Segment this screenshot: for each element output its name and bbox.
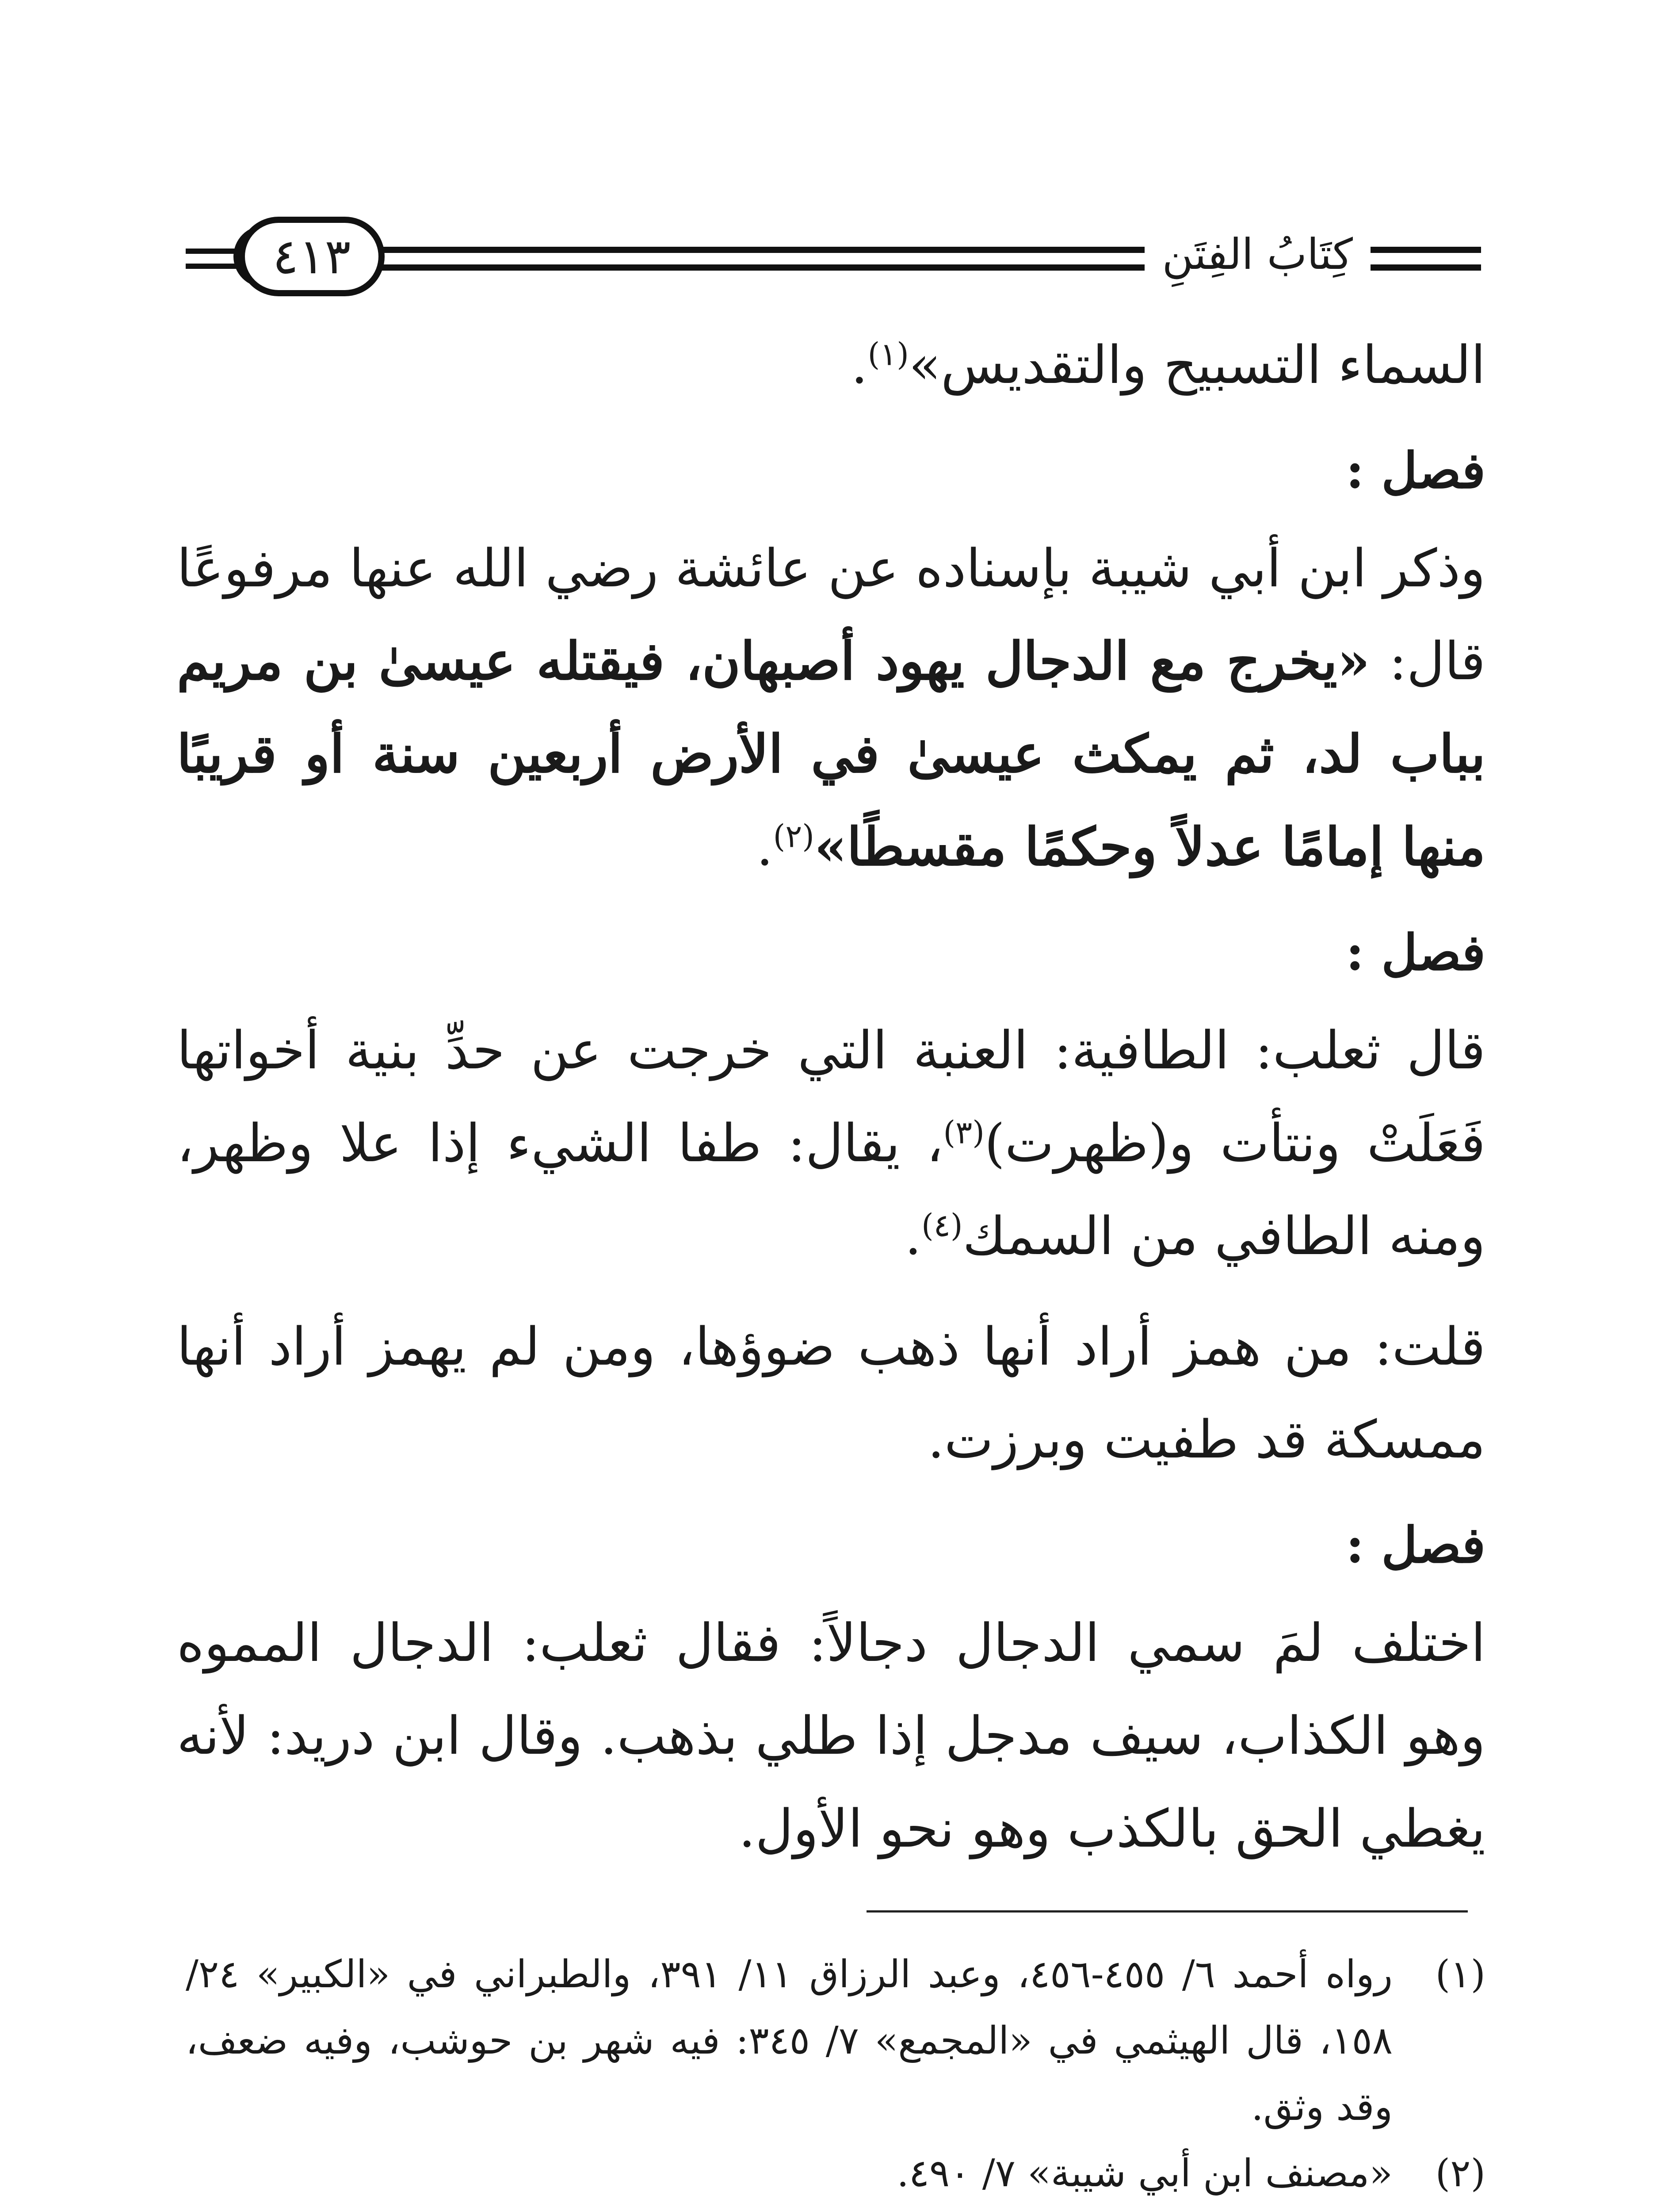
footnote-reference: (١) (867, 336, 909, 373)
paragraph-text: قال ثعلب: الطافية: العنبة التي خرجت عن حدِّ بنية أخواتها فَعَلَتْ ونتأت و(ظهرت) (177, 1020, 1486, 1174)
hadith-text: «يخرج مع الدجال يهود أصبهان، فيقتله عيسىٰ بن مريم بباب لد، ثم يمكث عيسىٰ في الأرض أربعين سنة أو قريبًا منها إمامًا عدلاً وحكمًا مقسطًا» (177, 630, 1485, 877)
section-heading: فصل : (1346, 1516, 1485, 1574)
footnote (186, 2207, 1485, 2211)
running-title: كِتَابُ الفِتَنِ (1145, 217, 1371, 292)
footnote-text (186, 2207, 1393, 2211)
footnote (186, 2140, 1485, 2207)
paragraph-text: السماء التسبيح والتقديس» (909, 334, 1485, 395)
paragraph: السماء التسبيح والتقديس»$^{(١)}$. (851, 334, 1485, 395)
paragraph: قال ثعلب: الطافية: العنبة التي خرجت عن حدِّ بنية أخواتها فَعَلَتْ ونتأت و(ظهرت)$^{(٣)}$، يقال: طفا الشيء إذا علا وظهر، ومنه الطافي من السمك$^{(٤)}$. (177, 1020, 1486, 1266)
section-heading: فصل : (1346, 442, 1485, 500)
footnote-number (1393, 2207, 1485, 2211)
paragraph-text: وذكر ابن أبي شيبة بإسناده عن عائشة رضي الله عنها مرفوعًا قال: (177, 538, 1485, 692)
footnote-number: (١) (1435, 1952, 1485, 1997)
page-number-text: ٤١٣ (272, 228, 351, 285)
paragraph: اختلف لمَ سمي الدجال دجالاً: فقال ثعلب: الدجال المموه وهو الكذاب، سيف مدجل إذا طلي بذهب. وقال ابن دريد: لأنه يغطي الحق بالكذب وهو نحو الأول. (177, 1612, 1485, 1859)
page-header (186, 208, 1481, 310)
footnote-number: (٢) (1435, 2151, 1485, 2196)
main-text (177, 318, 1485, 1875)
paragraph: وذكر ابن أبي شيبة بإسناده عن عائشة رضي الله عنها مرفوعًا قال: «يخرج مع الدجال يهود أصبهان، فيقتله عيسىٰ بن مريم بباب لد، ثم يمكث عيسىٰ في الأرض أربعين سنة أو قريبًا منها إمامًا عدلاً وحكمًا مقسطًا»$^{(٢)}$. (177, 538, 1485, 877)
footnote-text: رواه أحمد ٦/ ٤٥٥-٤٥٦، وعبد الرزاق ١١/ ٣٩١، والطبراني في «الكبير» ٢٤/ ١٥٨، قال الهيثمي في «المجمع» ٧/ ٣٤٥: فيه شهر بن حوشب، وفيه ضعف، وقد وثق. (186, 1952, 1393, 2129)
page-number (239, 217, 385, 296)
footnotes (186, 1941, 1485, 2211)
footnote-reference: (٤) (921, 1207, 963, 1244)
footnote-reference: (٣) (943, 1114, 985, 1151)
footnote (186, 1941, 1485, 2140)
paragraph: قلت: من همز أراد أنها ذهب ضوؤها، ومن لم يهمز أراد أنها ممسكة قد طفيت وبرزت. (177, 1316, 1485, 1470)
footnote-reference: (٢) (773, 818, 814, 855)
footnote-separator (867, 1910, 1468, 1913)
paragraph-text: ، يقال: طفا الشيء إذا علا وظهر، ومنه الطافي من السمك (177, 1113, 1485, 1266)
footnote-text: «مصنف ابن أبي شيبة» ٧/ ٤٩٠. (897, 2151, 1393, 2196)
section-heading: فصل : (1346, 924, 1485, 982)
